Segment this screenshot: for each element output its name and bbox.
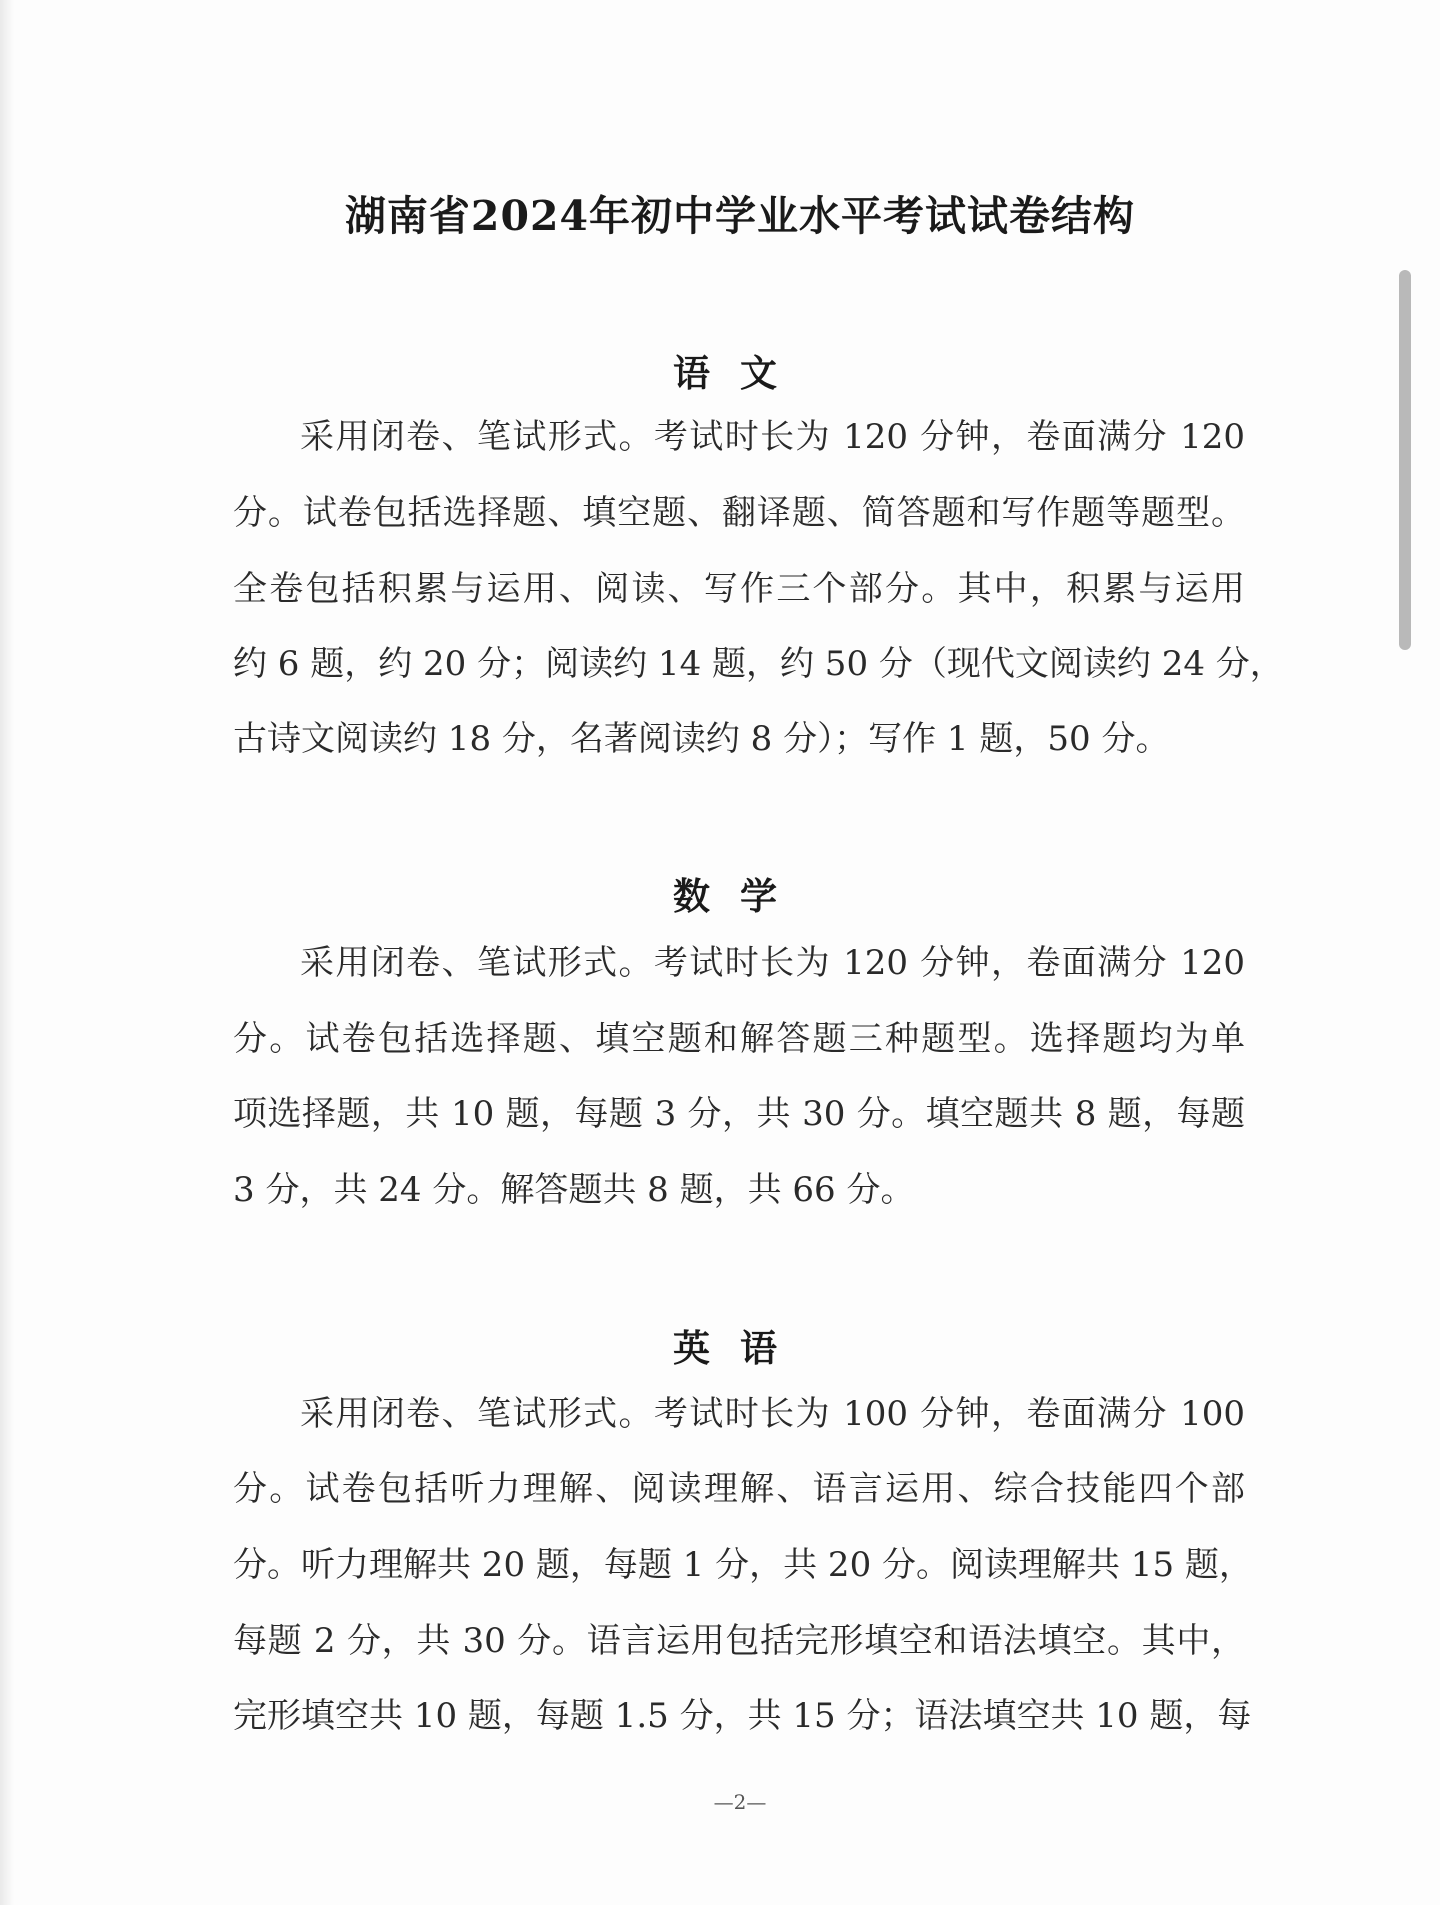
paragraph-line: 3 分，共 24 分。解答题共 8 题，共 66 分。 bbox=[233, 1170, 915, 1210]
page-number: —2— bbox=[713, 1790, 767, 1814]
paragraph-line: 采用闭卷、笔试形式。考试时长为 120 分钟，卷面满分 120 bbox=[300, 943, 1245, 983]
paragraph-line: 项选择题，共 10 题，每题 3 分，共 30 分。填空题共 8 题，每题 bbox=[233, 1094, 1245, 1134]
paragraph-line: 采用闭卷、笔试形式。考试时长为 100 分钟，卷面满分 100 bbox=[300, 1394, 1245, 1434]
paragraph-line: 每题 2 分，共 30 分。语言运用包括完形填空和语法填空。其中， bbox=[233, 1621, 1245, 1661]
section-heading-math: 数学 bbox=[673, 875, 807, 918]
paragraph-line: 分。听力理解共 20 题，每题 1 分，共 20 分。阅读理解共 15 题， bbox=[233, 1545, 1253, 1585]
document-title: 湖南省2024年初中学业水平考试试卷结构 bbox=[344, 192, 1136, 240]
page-edge-shadow bbox=[0, 0, 14, 1905]
scrollbar-thumb[interactable] bbox=[1399, 270, 1411, 650]
section-heading-chinese: 语文 bbox=[673, 352, 807, 395]
paragraph-line: 采用闭卷、笔试形式。考试时长为 120 分钟，卷面满分 120 bbox=[300, 417, 1245, 457]
paragraph-line: 分。试卷包括选择题、填空题、翻译题、简答题和写作题等题型。 bbox=[233, 493, 1245, 533]
paragraph-line: 古诗文阅读约 18 分，名著阅读约 8 分）；写作 1 题，50 分。 bbox=[233, 719, 1170, 759]
paragraph-line: 分。试卷包括听力理解、阅读理解、语言运用、综合技能四个部 bbox=[233, 1469, 1245, 1509]
paragraph-line: 分。试卷包括选择题、填空题和解答题三种题型。选择题均为单 bbox=[233, 1019, 1245, 1059]
paragraph-line: 全卷包括积累与运用、阅读、写作三个部分。其中，积累与运用 bbox=[233, 569, 1245, 609]
paragraph-line: 完形填空共 10 题，每题 1.5 分，共 15 分；语法填空共 10 题，每 bbox=[233, 1696, 1252, 1736]
section-heading-english: 英语 bbox=[673, 1327, 807, 1370]
paragraph-line: 约 6 题，约 20 分；阅读约 14 题，约 50 分（现代文阅读约 24 分， bbox=[233, 644, 1284, 684]
